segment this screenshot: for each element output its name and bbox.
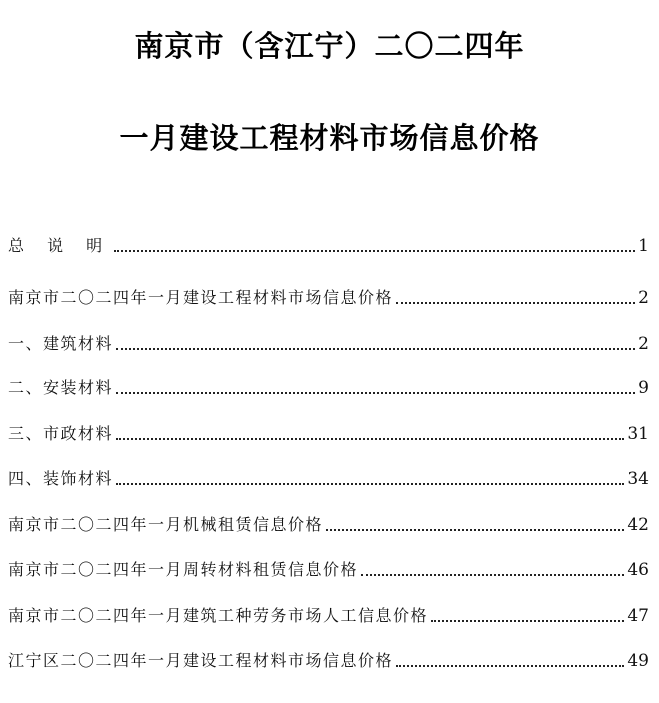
toc-leader-dots [396,302,635,304]
toc-label: 南京市二〇二四年一月建筑工种劳务市场人工信息价格 [8,606,429,625]
toc-item-municipal-materials[interactable] [8,418,649,444]
toc-leader-dots [114,250,635,252]
toc-item-turnover-material-rental-prices[interactable] [8,554,649,580]
toc-label: 二、安装材料 [8,378,114,397]
toc-label: 南京市二〇二四年一月机械租赁信息价格 [8,515,324,534]
toc-page-number: 47 [627,606,649,626]
toc-leader-dots [431,620,624,622]
toc-item-labor-prices[interactable] [8,600,649,626]
toc-leader-dots [116,348,635,350]
toc-page-number: 2 [638,288,649,308]
toc-item-general-notes[interactable] [8,230,649,256]
toc-label: 江宁区二〇二四年一月建设工程材料市场信息价格 [8,651,394,670]
toc-leader-dots [326,529,624,531]
toc-label: 四、装饰材料 [8,469,114,488]
document-title-line1: 南京市（含江宁）二〇二四年 [134,29,525,63]
toc-item-jiangning-material-prices[interactable] [8,645,649,671]
toc-page-number: 42 [627,515,649,535]
toc-label: 三、市政材料 [8,424,114,443]
toc-label: 南京市二〇二四年一月周转材料租赁信息价格 [8,560,359,579]
toc-page-number: 46 [627,560,649,580]
toc-page-number: 31 [627,424,649,444]
toc-label: 南京市二〇二四年一月建设工程材料市场信息价格 [8,288,394,307]
toc-page-number: 2 [638,334,649,354]
toc-page-number: 49 [627,651,649,671]
document-title-line2: 一月建设工程材料市场信息价格 [119,121,540,155]
toc-label: 总 说 明 [8,236,112,255]
toc-leader-dots [116,483,624,485]
toc-item-machinery-rental-prices[interactable] [8,509,649,535]
toc-page-number: 34 [627,469,649,489]
toc-item-installation-materials[interactable] [8,372,649,398]
toc-leader-dots [361,574,624,576]
toc-leader-dots [116,392,635,394]
toc-item-building-materials[interactable] [8,328,649,354]
toc-page-number: 9 [638,378,649,398]
toc-page-number: 1 [638,236,649,256]
toc-item-decoration-materials[interactable] [8,463,649,489]
toc-label: 一、建筑材料 [8,334,114,353]
toc-item-nanjing-material-prices[interactable] [8,282,649,308]
toc-leader-dots [116,438,624,440]
toc-leader-dots [396,665,624,667]
